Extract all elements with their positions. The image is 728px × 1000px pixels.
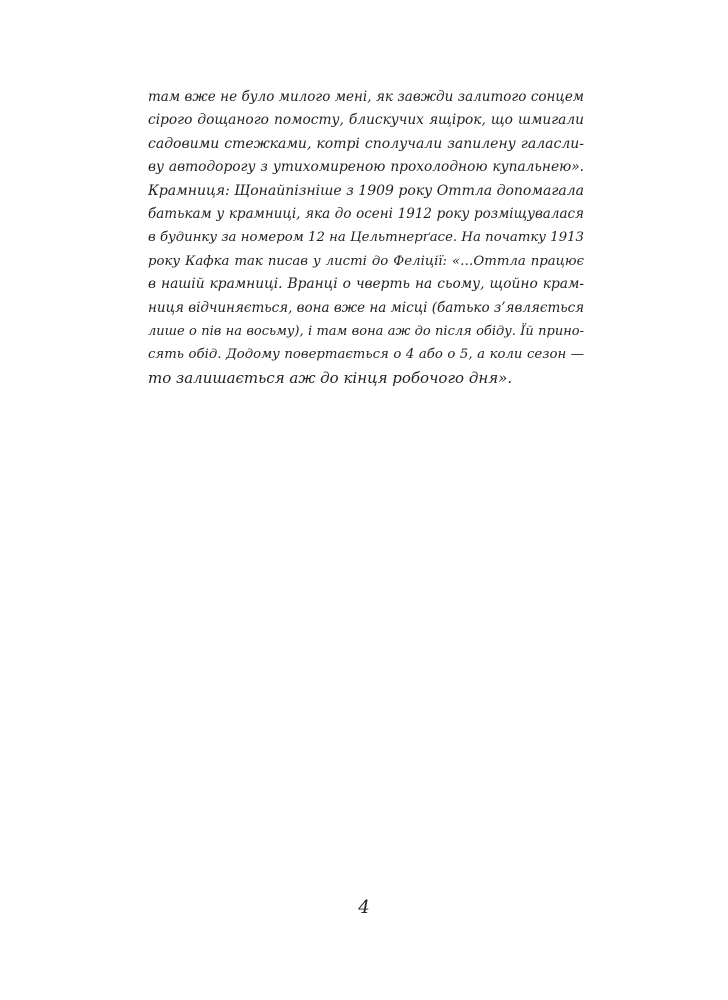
body-text	[148, 86, 584, 390]
text-line: в будинку за номером 12 на Цельтнерґасе. На початку 1913	[148, 230, 584, 246]
text-line: садовими стежками, котрі сполучали запилену галасли-	[148, 135, 584, 152]
text-line: лише о пів на восьму), і там вона аж до після обіду. Їй прино-	[148, 324, 584, 340]
text-line: ву автодорогу з утихомиреною прохолодною купальнею».	[148, 159, 584, 176]
page-number: 4	[358, 897, 370, 918]
text-line: ниця відчиняється, вона вже на місці (батько з’являється	[148, 299, 585, 316]
text-line: року Кафка так писав у листі до Феліції: «…Оттла працює	[148, 253, 584, 269]
text-line: в нашій крамниці. Вранці о чверть на сьому, щойно крам-	[148, 276, 584, 293]
text-line: батькам у крамниці, яка до осені 1912 року розміщувалася	[148, 206, 584, 223]
text-line: сять обід. Додому повертається о 4 або о 5, а коли сезон —	[148, 347, 584, 363]
text-line: то залишається аж до кінця робочого дня».	[148, 368, 513, 387]
text-line: сірого дощаного помосту, блискучих ящірок, що шмигали	[148, 112, 584, 129]
text-line: там вже не було милого мені, як завжди залитого сонцем	[148, 89, 584, 105]
text-line: Крамниця: Щонайпізніше з 1909 року Оттла допомагала	[148, 182, 584, 199]
